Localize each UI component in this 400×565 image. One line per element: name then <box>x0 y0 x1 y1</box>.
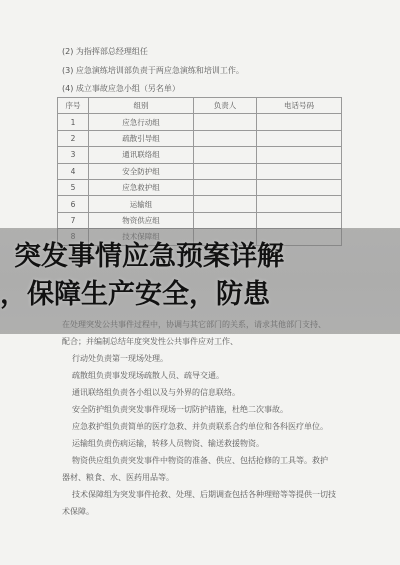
row-no: 7 <box>58 212 89 228</box>
row-leader <box>194 114 257 130</box>
doc-line-3: (4) 成立事故应急小组（另名单） <box>62 84 180 93</box>
row-no: 6 <box>58 196 89 212</box>
row-phone <box>257 212 342 228</box>
banner-title <box>0 238 400 314</box>
banner-title-line-2: ，保障生产安全，防患 <box>0 279 270 310</box>
row-group: 物资供应组 <box>89 212 194 228</box>
doc-body-line-5: 通讯联络组负责各小组以及与外界的信息联络。 <box>72 388 240 397</box>
row-phone <box>257 196 342 212</box>
row-no: 5 <box>58 179 89 195</box>
banner-title-line-1: 突发事情应急预案详解 <box>14 241 284 272</box>
table-header-row <box>58 98 342 114</box>
doc-body-line-4: 疏散组负责事发现场疏散人员、疏导交通。 <box>72 371 224 380</box>
row-leader <box>194 212 257 228</box>
row-phone <box>257 130 342 146</box>
table-row <box>58 212 342 228</box>
doc-body-line-12: 术保障。 <box>62 507 94 516</box>
doc-line-2: (3) 应急演练培训部负责于两应急演练和培训工作。 <box>62 66 244 75</box>
row-no: 2 <box>58 130 89 146</box>
row-leader <box>194 179 257 195</box>
emergency-team-table <box>57 97 342 246</box>
row-leader <box>194 130 257 146</box>
table-row <box>58 163 342 179</box>
title-banner <box>0 228 400 334</box>
row-phone <box>257 114 342 130</box>
row-group: 应急救护组 <box>89 179 194 195</box>
table-row <box>58 147 342 163</box>
table-row <box>58 114 342 130</box>
row-phone <box>257 163 342 179</box>
table-row <box>58 196 342 212</box>
row-no: 1 <box>58 114 89 130</box>
row-no: 3 <box>58 147 89 163</box>
doc-body-line-7: 应急救护组负责简单的医疗急救、并负责联系合约单位和各科医疗单位。 <box>72 422 328 431</box>
row-group: 通讯联络组 <box>89 147 194 163</box>
row-group: 疏散引导组 <box>89 130 194 146</box>
header-group: 组别 <box>89 98 194 114</box>
header-no: 序号 <box>58 98 89 114</box>
table-row <box>58 130 342 146</box>
header-leader: 负责人 <box>194 98 257 114</box>
row-phone <box>257 179 342 195</box>
doc-body-line-3: 行动处负责第一现场处理。 <box>72 354 168 363</box>
doc-body-line-9: 物资供应组负责突发事件中物资的准备、供应、包括抢修的工具等。救护 <box>72 456 328 465</box>
table-row <box>58 179 342 195</box>
row-group: 运输组 <box>89 196 194 212</box>
doc-body-line-2: 配合；并编制总结年度突发性公共事件应对工作、 <box>62 337 238 346</box>
row-leader <box>194 196 257 212</box>
row-phone <box>257 147 342 163</box>
header-phone: 电话号码 <box>257 98 342 114</box>
doc-body-line-8: 运输组负责伤病运输，转移人员物资、输送救援物资。 <box>72 439 264 448</box>
row-no: 4 <box>58 163 89 179</box>
doc-body-line-11: 技术保障组为突发事件抢救、处理、后期调查包括各种理赔等等提供一切技 <box>72 490 336 499</box>
doc-body-line-10: 器材、粮食、水、医药用品等。 <box>62 473 174 482</box>
doc-line-1: (2) 为指挥部总经理组任 <box>62 47 148 56</box>
doc-body-line-6: 安全防护组负责突发事件现场一切防护措施，杜绝二次事故。 <box>72 405 288 414</box>
row-group: 应急行动组 <box>89 114 194 130</box>
row-leader <box>194 147 257 163</box>
row-leader <box>194 163 257 179</box>
row-group: 安全防护组 <box>89 163 194 179</box>
